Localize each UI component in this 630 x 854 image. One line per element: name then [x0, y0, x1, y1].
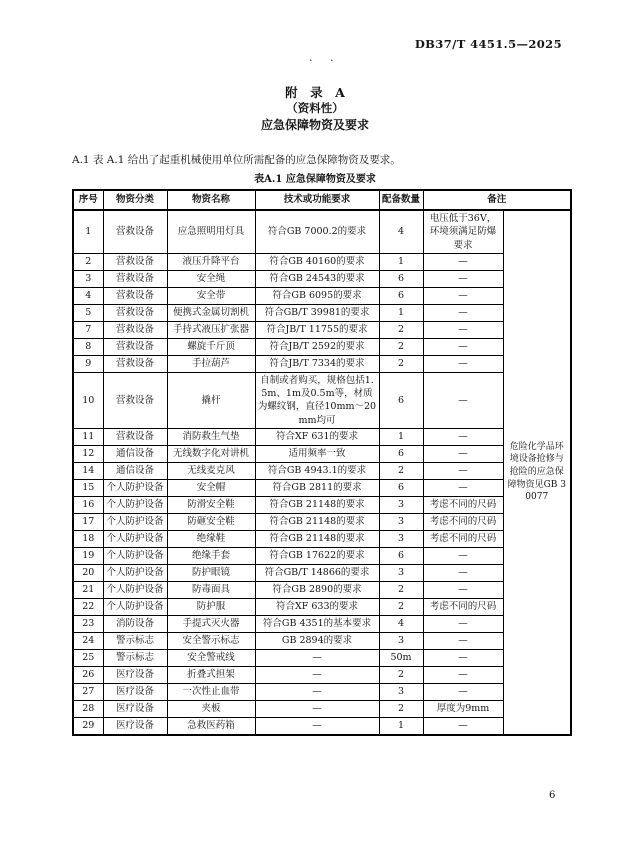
table-row — [73, 304, 571, 321]
table-row — [73, 616, 571, 633]
table-row — [73, 531, 571, 548]
quantity-cell: 2 — [379, 321, 423, 338]
requirement-cell: 自制或者购买，规格包括1.5m、1m及0.5m等，材质为螺纹钢，直径10mm～20mm均可 — [255, 372, 379, 428]
requirement-cell: — — [255, 701, 379, 718]
category-cell: 营救设备 — [103, 355, 167, 372]
row-index-cell: 27 — [73, 684, 103, 701]
row-index-cell: 18 — [73, 531, 103, 548]
remark-cell: — — [423, 321, 503, 338]
category-cell: 个人防护设备 — [103, 565, 167, 582]
row-index-cell: 22 — [73, 599, 103, 616]
category-cell: 警示标志 — [103, 633, 167, 650]
requirement-cell: 符合GB 21148的要求 — [255, 497, 379, 514]
remark-cell: — — [423, 650, 503, 667]
category-cell: 医疗设备 — [103, 667, 167, 684]
table-row — [73, 480, 571, 497]
remark-cell: 考虑不同的尺码 — [423, 497, 503, 514]
material-name-cell: 应急照明用灯具 — [167, 210, 255, 253]
row-index-cell: 11 — [73, 429, 103, 446]
material-name-cell: 安全帽 — [167, 480, 255, 497]
remark-cell: — — [423, 429, 503, 446]
category-cell: 个人防护设备 — [103, 548, 167, 565]
material-name-cell: 防滑安全鞋 — [167, 497, 255, 514]
table-caption: 表A.1 应急保障物资及要求 — [254, 174, 376, 185]
row-index-cell: 20 — [73, 565, 103, 582]
materials-table — [72, 189, 572, 736]
requirement-cell: GB 2894的要求 — [255, 633, 379, 650]
material-name-cell: 防护眼镜 — [167, 565, 255, 582]
quantity-cell: 6 — [379, 548, 423, 565]
table-row — [73, 548, 571, 565]
category-cell: 消防设备 — [103, 616, 167, 633]
category-cell: 营救设备 — [103, 304, 167, 321]
standard-number: DB37/T 4451.5—2025 — [414, 37, 562, 51]
category-cell: 个人防护设备 — [103, 480, 167, 497]
col-header-category: 物资分类 — [103, 190, 167, 210]
category-cell: 个人防护设备 — [103, 582, 167, 599]
remark-cell: — — [423, 667, 503, 684]
requirement-cell: 符合GB 17622的要求 — [255, 548, 379, 565]
quantity-cell: 3 — [379, 633, 423, 650]
row-index-cell: 10 — [73, 372, 103, 428]
col-header-requirement: 技术或功能要求 — [255, 190, 379, 210]
table-row — [73, 321, 571, 338]
material-name-cell: 防护服 — [167, 599, 255, 616]
quantity-cell: 6 — [379, 372, 423, 428]
category-cell: 营救设备 — [103, 372, 167, 428]
remark-cell: — — [423, 718, 503, 735]
category-cell: 个人防护设备 — [103, 531, 167, 548]
remark-cell: — — [423, 287, 503, 304]
category-cell: 个人防护设备 — [103, 514, 167, 531]
remark-cell: — — [423, 633, 503, 650]
category-cell: 医疗设备 — [103, 684, 167, 701]
requirement-cell: 符合JB/T 7334的要求 — [255, 355, 379, 372]
requirement-cell: 适用频率一致 — [255, 446, 379, 463]
category-cell: 营救设备 — [103, 270, 167, 287]
clause-a1: A.1 表 A.1 给出了起重机械使用单位所需配备的应急保障物资及要求。 — [72, 153, 401, 166]
row-index-cell: 29 — [73, 718, 103, 735]
table-row — [73, 446, 571, 463]
remark-cell: — — [423, 684, 503, 701]
row-index-cell: 4 — [73, 287, 103, 304]
material-name-cell: 一次性止血带 — [167, 684, 255, 701]
table-row — [73, 684, 571, 701]
row-index-cell: 8 — [73, 338, 103, 355]
material-name-cell: 防毒面具 — [167, 582, 255, 599]
material-name-cell: 手持式液压扩张器 — [167, 321, 255, 338]
category-cell: 营救设备 — [103, 287, 167, 304]
material-name-cell: 夹板 — [167, 701, 255, 718]
requirement-cell: 符合GB 7000.2的要求 — [255, 210, 379, 253]
material-name-cell: 安全绳 — [167, 270, 255, 287]
requirement-cell: 符合GB 2811的要求 — [255, 480, 379, 497]
material-name-cell: 绝缘手套 — [167, 548, 255, 565]
material-name-cell: 无线数字化对讲机 — [167, 446, 255, 463]
row-index-cell: 2 — [73, 253, 103, 270]
requirement-cell: — — [255, 684, 379, 701]
table-row — [73, 372, 571, 428]
table-row — [73, 667, 571, 684]
quantity-cell: 2 — [379, 599, 423, 616]
remark-cell: — — [423, 372, 503, 428]
remark-cell: — — [423, 582, 503, 599]
table-row — [73, 210, 571, 253]
material-name-cell: 防砸安全鞋 — [167, 514, 255, 531]
table-row — [73, 338, 571, 355]
row-index-cell: 25 — [73, 650, 103, 667]
requirement-cell: — — [255, 718, 379, 735]
quantity-cell: 3 — [379, 497, 423, 514]
remark-cell: — — [423, 565, 503, 582]
row-index-cell: 14 — [73, 463, 103, 480]
row-index-cell: 15 — [73, 480, 103, 497]
material-name-cell: 安全警戒线 — [167, 650, 255, 667]
material-name-cell: 急救医药箱 — [167, 718, 255, 735]
quantity-cell: 1 — [379, 253, 423, 270]
material-name-cell: 手提式灭火器 — [167, 616, 255, 633]
table-header-row — [73, 190, 571, 210]
requirement-cell: 符合XF 631的要求 — [255, 429, 379, 446]
quantity-cell: 3 — [379, 531, 423, 548]
col-header-remark: 备注 — [423, 190, 571, 210]
material-name-cell: 绝缘鞋 — [167, 531, 255, 548]
requirement-cell: 符合GB 21148的要求 — [255, 514, 379, 531]
table-row — [73, 718, 571, 735]
row-index-cell: 19 — [73, 548, 103, 565]
remark-cell: 考虑不同的尺码 — [423, 514, 503, 531]
quantity-cell: 6 — [379, 480, 423, 497]
remark-cell: — — [423, 270, 503, 287]
category-cell: 营救设备 — [103, 210, 167, 253]
quantity-cell: 1 — [379, 304, 423, 321]
quantity-cell: 1 — [379, 429, 423, 446]
remark-cell: — — [423, 253, 503, 270]
requirement-cell: 符合GB 4943.1的要求 — [255, 463, 379, 480]
row-index-cell: 7 — [73, 321, 103, 338]
table-row — [73, 701, 571, 718]
quantity-cell: 3 — [379, 514, 423, 531]
hazard-chemicals-note-cell: 危险化学品环境设备抢修与抢险的应急保障物资见GB 30077 — [503, 210, 571, 735]
remark-cell: 厚度为9mm — [423, 701, 503, 718]
remark-cell: — — [423, 304, 503, 321]
material-name-cell: 便携式金属切割机 — [167, 304, 255, 321]
row-index-cell: 28 — [73, 701, 103, 718]
quantity-cell: 2 — [379, 667, 423, 684]
table-row — [73, 582, 571, 599]
quantity-cell: 1 — [379, 718, 423, 735]
requirement-cell: 符合GB/T 39981的要求 — [255, 304, 379, 321]
material-name-cell: 螺旋千斤顶 — [167, 338, 255, 355]
table-row — [73, 253, 571, 270]
category-cell: 营救设备 — [103, 429, 167, 446]
row-index-cell: 24 — [73, 633, 103, 650]
remark-cell: — — [423, 355, 503, 372]
material-name-cell: 无线麦克风 — [167, 463, 255, 480]
category-cell: 通信设备 — [103, 446, 167, 463]
table-row — [73, 270, 571, 287]
quantity-cell: 4 — [379, 616, 423, 633]
remark-cell: 考虑不同的尺码 — [423, 531, 503, 548]
requirement-cell: 符合GB 2890的要求 — [255, 582, 379, 599]
remark-cell: — — [423, 548, 503, 565]
row-index-cell: 17 — [73, 514, 103, 531]
table-row — [73, 633, 571, 650]
material-name-cell: 消防救生气垫 — [167, 429, 255, 446]
row-index-cell: 3 — [73, 270, 103, 287]
row-index-cell: 1 — [73, 210, 103, 253]
category-cell: 通信设备 — [103, 463, 167, 480]
row-index-cell: 16 — [73, 497, 103, 514]
quantity-cell: 2 — [379, 701, 423, 718]
quantity-cell: 6 — [379, 270, 423, 287]
remark-cell: — — [423, 616, 503, 633]
remark-cell: — — [423, 338, 503, 355]
requirement-cell: 符合GB 6095的要求 — [255, 287, 379, 304]
category-cell: 个人防护设备 — [103, 599, 167, 616]
row-index-cell: 26 — [73, 667, 103, 684]
requirement-cell: 符合JB/T 2592的要求 — [255, 338, 379, 355]
material-name-cell: 撬杆 — [167, 372, 255, 428]
quantity-cell: 2 — [379, 582, 423, 599]
table-row — [73, 429, 571, 446]
appendix-heading: 应急保障物资及要求 — [260, 118, 369, 132]
requirement-cell: 符合JB/T 11755的要求 — [255, 321, 379, 338]
quantity-cell: 2 — [379, 338, 423, 355]
category-cell: 营救设备 — [103, 253, 167, 270]
requirement-cell: 符合GB 21148的要求 — [255, 531, 379, 548]
remark-cell: — — [423, 463, 503, 480]
category-cell: 营救设备 — [103, 338, 167, 355]
requirement-cell: 符合GB 40160的要求 — [255, 253, 379, 270]
category-cell: 个人防护设备 — [103, 497, 167, 514]
table-row — [73, 650, 571, 667]
row-index-cell: 23 — [73, 616, 103, 633]
category-cell: 警示标志 — [103, 650, 167, 667]
material-name-cell: 安全警示标志 — [167, 633, 255, 650]
row-index-cell: 12 — [73, 446, 103, 463]
remark-cell: 电压低于36V，环境须满足防爆要求 — [423, 210, 503, 253]
material-name-cell: 折叠式担架 — [167, 667, 255, 684]
quantity-cell: 2 — [379, 463, 423, 480]
col-header-quantity: 配备数量 — [379, 190, 423, 210]
table-row — [73, 287, 571, 304]
category-cell: 医疗设备 — [103, 701, 167, 718]
table-row — [73, 599, 571, 616]
requirement-cell: 符合GB 4351的基本要求 — [255, 616, 379, 633]
quantity-cell: 4 — [379, 210, 423, 253]
col-header-material-name: 物资名称 — [167, 190, 255, 210]
quantity-cell: 3 — [379, 684, 423, 701]
material-name-cell: 安全带 — [167, 287, 255, 304]
requirement-cell: — — [255, 650, 379, 667]
table-row — [73, 355, 571, 372]
stray-dots: · · — [309, 54, 341, 67]
appendix-title: 附 录 A — [285, 85, 345, 100]
quantity-cell: 50m — [379, 650, 423, 667]
quantity-cell: 3 — [379, 565, 423, 582]
remark-cell: — — [423, 480, 503, 497]
remark-cell: 考虑不同的尺码 — [423, 599, 503, 616]
requirement-cell: 符合XF 633的要求 — [255, 599, 379, 616]
requirement-cell: 符合GB 24543的要求 — [255, 270, 379, 287]
page-number: 6 — [549, 790, 556, 801]
remark-cell: — — [423, 446, 503, 463]
col-header-index: 序号 — [73, 190, 103, 210]
row-index-cell: 21 — [73, 582, 103, 599]
requirement-cell: 符合GB/T 14866的要求 — [255, 565, 379, 582]
quantity-cell: 6 — [379, 287, 423, 304]
table-row — [73, 463, 571, 480]
category-cell: 医疗设备 — [103, 718, 167, 735]
quantity-cell: 6 — [379, 446, 423, 463]
quantity-cell: 2 — [379, 355, 423, 372]
row-index-cell: 5 — [73, 304, 103, 321]
material-name-cell: 液压升降平台 — [167, 253, 255, 270]
appendix-subtitle: （资料性） — [286, 101, 344, 115]
table-row — [73, 565, 571, 582]
row-index-cell: 9 — [73, 355, 103, 372]
category-cell: 营救设备 — [103, 321, 167, 338]
table-row — [73, 514, 571, 531]
requirement-cell: — — [255, 667, 379, 684]
table-row — [73, 497, 571, 514]
material-name-cell: 手拉葫芦 — [167, 355, 255, 372]
